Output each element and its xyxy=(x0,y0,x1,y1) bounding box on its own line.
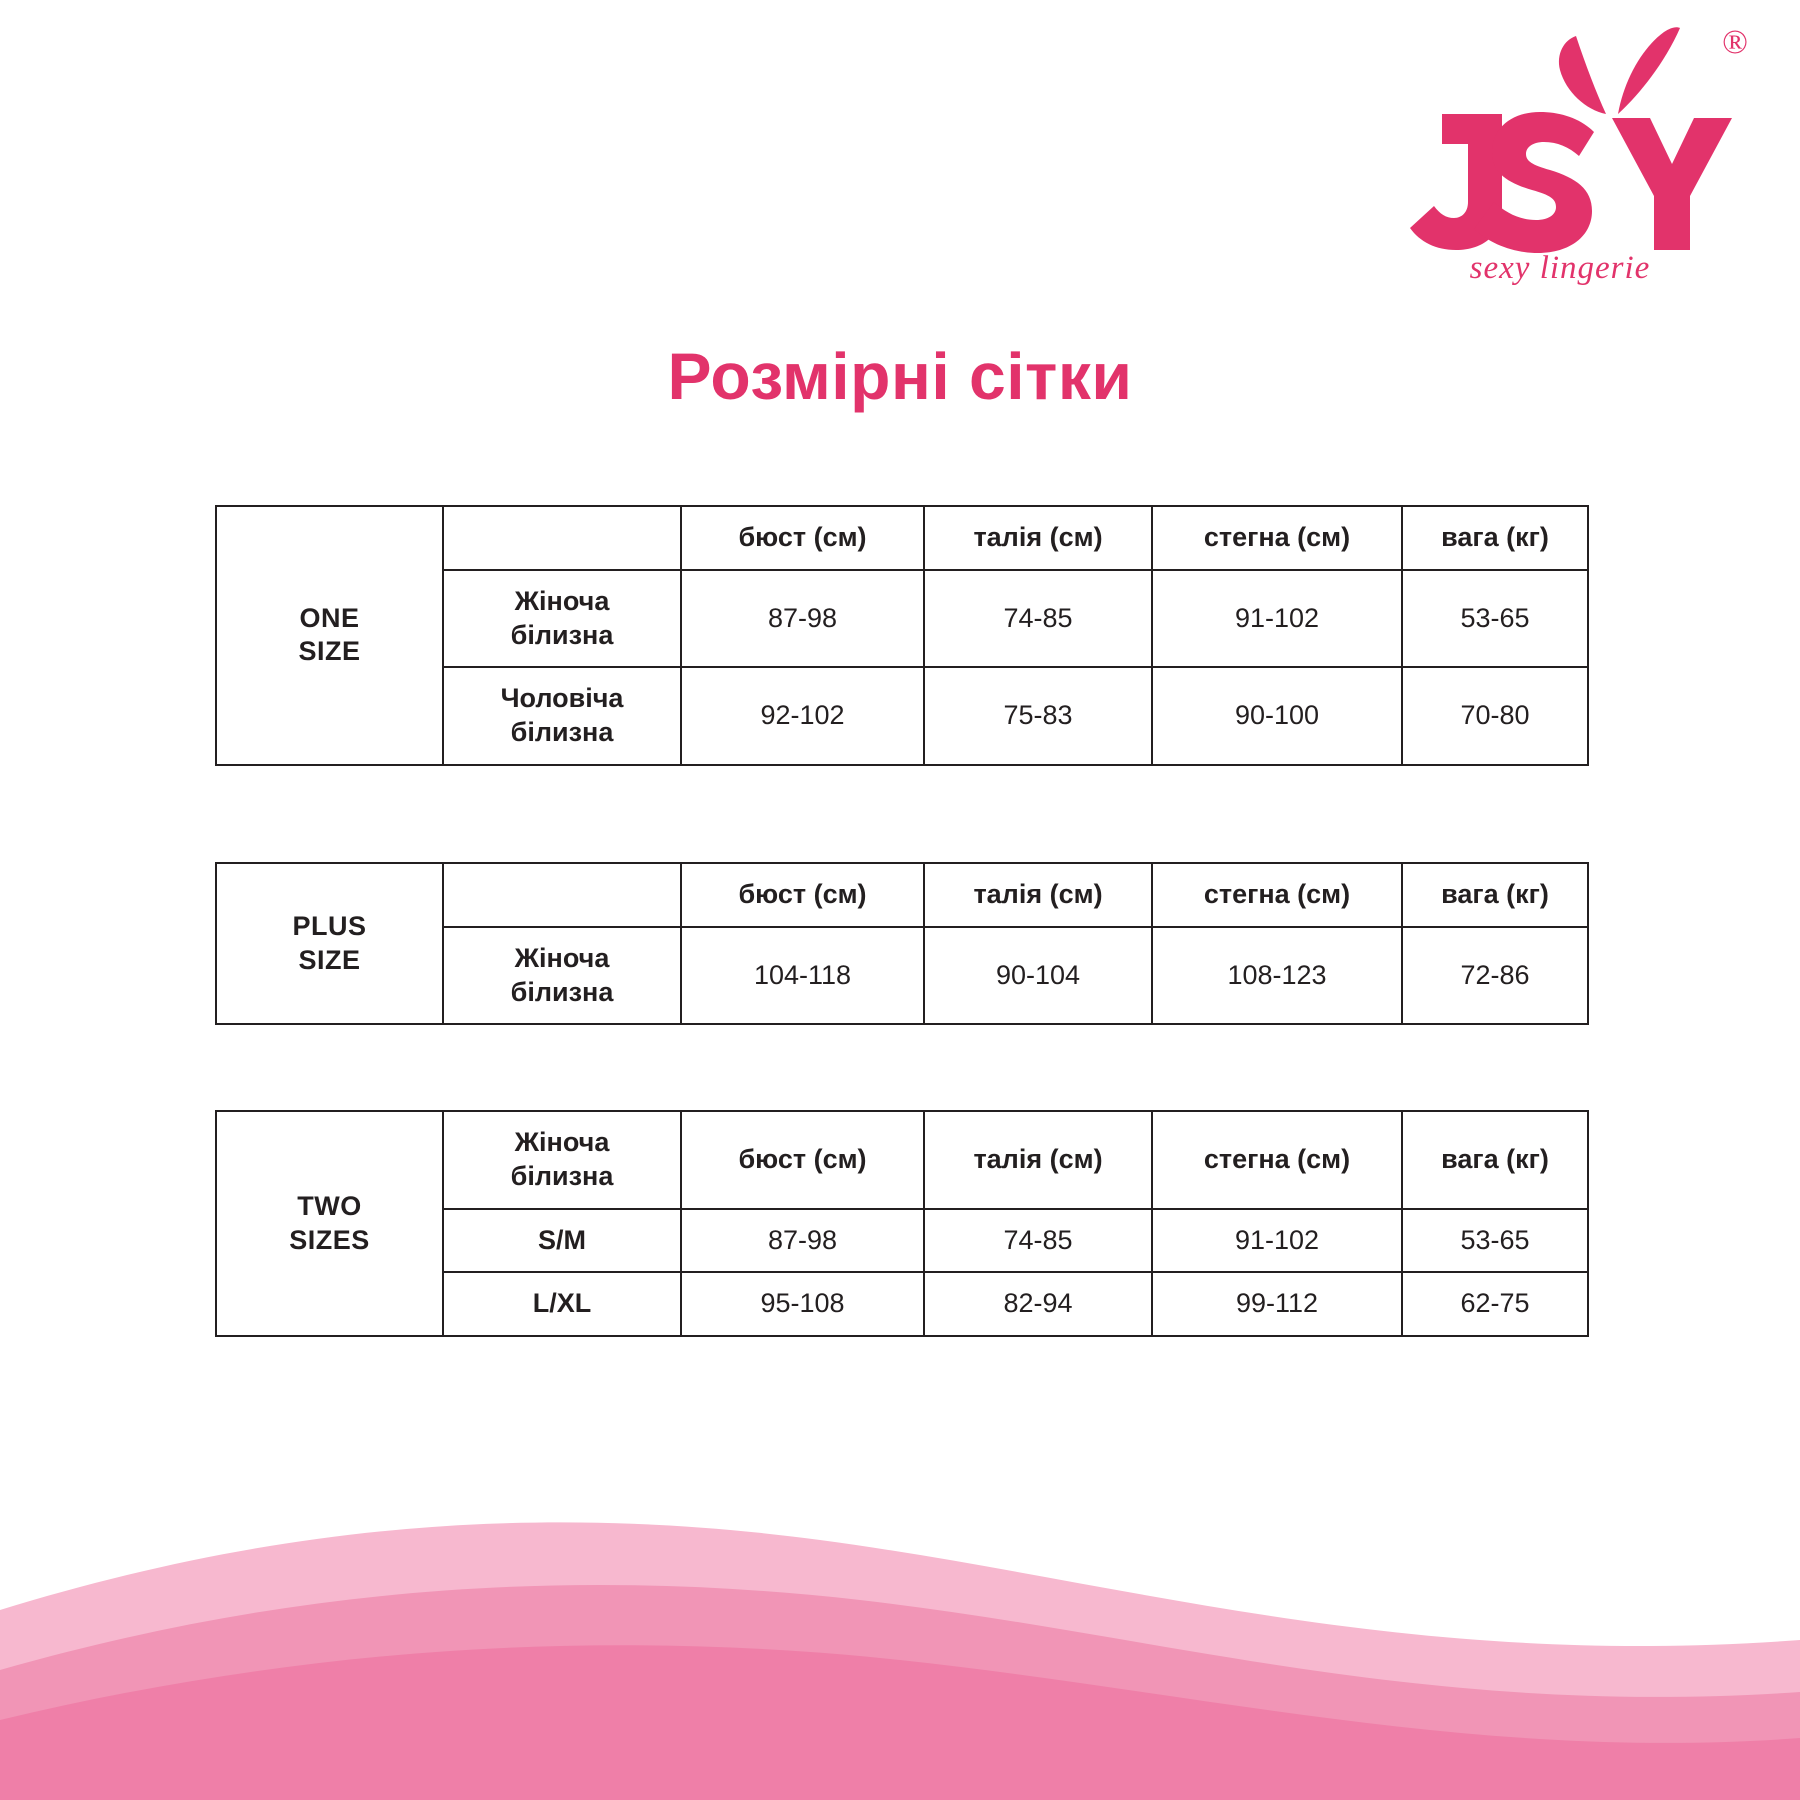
cell-bust: 87-98 xyxy=(681,570,924,668)
registered-trademark-icon: ® xyxy=(1722,24,1748,61)
two-sizes-table xyxy=(215,1110,1589,1337)
row-label-line2: білизна xyxy=(510,717,614,747)
table-row xyxy=(216,863,1588,927)
row-label-womens xyxy=(443,570,681,668)
column-header-hips: стегна (см) xyxy=(1152,506,1402,570)
header-label-line1: Жіноча xyxy=(514,1127,610,1157)
cell-hips: 108-123 xyxy=(1152,927,1402,1025)
column-header-weight: вага (кг) xyxy=(1402,1111,1588,1209)
column-header-hips: стегна (см) xyxy=(1152,863,1402,927)
decorative-wave-footer xyxy=(0,1470,1800,1800)
row-label-line1: Чоловіча xyxy=(500,683,624,714)
cell-waist: 82-94 xyxy=(924,1272,1152,1336)
plus-size-table-wrapper xyxy=(215,862,1587,1025)
brand-tagline: sexy lingerie xyxy=(1469,250,1651,286)
row-label-line2: білизна xyxy=(510,976,614,1007)
one-size-table-wrapper xyxy=(215,505,1587,766)
cell-weight: 53-65 xyxy=(1402,570,1588,668)
cell-weight: 72-86 xyxy=(1402,927,1588,1025)
cell-bust: 95-108 xyxy=(681,1272,924,1336)
cell-hips: 91-102 xyxy=(1152,1209,1402,1273)
column-header-bust: бюст (см) xyxy=(681,863,924,927)
cell-bust: 87-98 xyxy=(681,1209,924,1273)
brand-logo xyxy=(1380,18,1748,308)
cell-weight: 62-75 xyxy=(1402,1272,1588,1336)
column-header-waist: талія (см) xyxy=(924,506,1152,570)
header-label-line2: білизна xyxy=(510,1160,614,1191)
jsy-logo-mark xyxy=(1380,18,1740,268)
group-label-line1: TWO xyxy=(297,1190,362,1221)
plus-size-table xyxy=(215,862,1589,1025)
row-label-line2: білизна xyxy=(510,619,614,650)
column-header-hips: стегна (см) xyxy=(1152,1111,1402,1209)
empty-header-cell xyxy=(443,863,681,927)
cell-bust: 92-102 xyxy=(681,667,924,765)
row-label-line1: Жіноча xyxy=(514,585,610,616)
group-label-line1: PLUS xyxy=(292,910,367,941)
cell-waist: 74-85 xyxy=(924,1209,1152,1273)
column-header-waist: талія (см) xyxy=(924,1111,1152,1209)
row-label-sm: S/M xyxy=(443,1209,681,1273)
table-row xyxy=(216,1111,1588,1209)
column-header-bust: бюст (см) xyxy=(681,1111,924,1209)
cell-hips: 91-102 xyxy=(1152,570,1402,668)
group-label-one-size xyxy=(216,506,443,765)
column-header-weight: вага (кг) xyxy=(1402,863,1588,927)
row-label-line1: Жіноча xyxy=(514,942,610,973)
cell-hips: 99-112 xyxy=(1152,1272,1402,1336)
empty-header-cell xyxy=(443,506,681,570)
cell-waist: 74-85 xyxy=(924,570,1152,668)
column-header-weight: вага (кг) xyxy=(1402,506,1588,570)
one-size-table xyxy=(215,505,1589,766)
group-label-two-sizes xyxy=(216,1111,443,1336)
row-label-mens xyxy=(443,667,681,765)
group-label-line2: SIZE xyxy=(298,636,361,667)
column-header-bust: бюст (см) xyxy=(681,506,924,570)
group-label-line1: ONE xyxy=(299,602,360,633)
group-label-plus-size xyxy=(216,863,443,1024)
header-label-womens xyxy=(443,1111,681,1209)
cell-bust: 104-118 xyxy=(681,927,924,1025)
page-title: Розмірні сітки xyxy=(667,339,1133,413)
cell-waist: 90-104 xyxy=(924,927,1152,1025)
row-label-womens xyxy=(443,927,681,1025)
cell-hips: 90-100 xyxy=(1152,667,1402,765)
group-label-line2: SIZE xyxy=(298,944,361,975)
cell-waist: 75-83 xyxy=(924,667,1152,765)
column-header-waist: талія (см) xyxy=(924,863,1152,927)
table-row xyxy=(216,506,1588,570)
group-label-line2: SIZES xyxy=(289,1224,370,1255)
two-sizes-table-wrapper xyxy=(215,1110,1587,1337)
row-label-lxl: L/XL xyxy=(443,1272,681,1336)
cell-weight: 70-80 xyxy=(1402,667,1588,765)
cell-weight: 53-65 xyxy=(1402,1209,1588,1273)
